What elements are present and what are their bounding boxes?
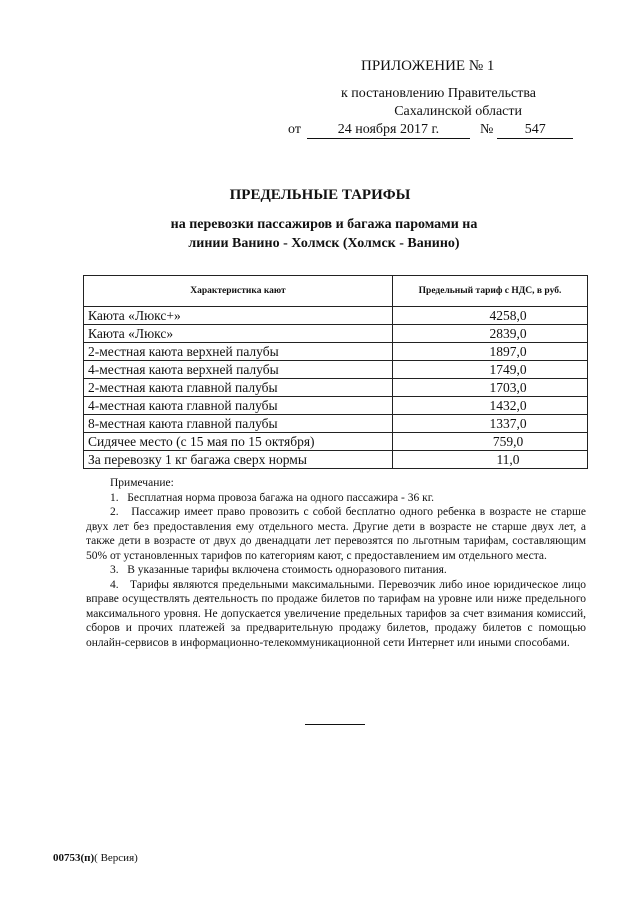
date-number-row: [288, 122, 573, 139]
tariff-value: 1432,0: [393, 397, 588, 415]
column-header-cabin: Характеристика кают: [84, 276, 393, 307]
table-row: [84, 307, 588, 325]
resolution-date: 24 ноября 2017 г.: [307, 122, 470, 139]
note-item: 3. В указанные тарифы включена стоимость одноразового питания.: [110, 564, 447, 576]
table-row: [84, 451, 588, 469]
notes-section: [86, 476, 586, 650]
document-code: 00753(п): [53, 852, 95, 864]
notes-heading: Примечание:: [110, 477, 174, 489]
note-item: 1. Бесплатная норма провоза багажа на одного пассажира - 36 кг.: [110, 491, 434, 504]
cabin-name: 2-местная каюта верхней палубы: [84, 343, 393, 361]
footer-code: [53, 852, 138, 864]
cabin-name: 4-местная каюта главной палубы: [84, 397, 393, 415]
table-row: [84, 397, 588, 415]
table-row: [84, 379, 588, 397]
tariff-value: 1337,0: [393, 415, 588, 433]
tariff-value: 1703,0: [393, 379, 588, 397]
note-item: 4. Тарифы являются предельными максимальными. Перевозчик либо иное юридическое лицо вправе осуществлять деятельность по продаже билетов по тарифам на уровне или ниже предельного максимального уровня. Не допускается увеличение предельных тарифов за счет взимания комиссий, сборов и прочих платежей за предварительную продажу билетов, продажу билетов с помощью онлайн-сервисов в информационно-телекоммуникационной сети Интернет или иными способами.: [86, 578, 586, 649]
tariff-value: 4258,0: [393, 307, 588, 325]
tariff-value: 1897,0: [393, 343, 588, 361]
document-subtitle-line2: линии Ванино - Холмск (Холмск - Ванино): [188, 236, 460, 251]
tariff-value: 11,0: [393, 451, 588, 469]
tariff-value: 2839,0: [393, 325, 588, 343]
end-divider: [305, 724, 365, 725]
cabin-name: Каюта «Люкс+»: [84, 307, 393, 325]
version-label: ( Версия): [94, 852, 138, 864]
cabin-name: Каюта «Люкс»: [84, 325, 393, 343]
number-label: №: [479, 122, 494, 137]
cabin-name: 8-местная каюта главной палубы: [84, 415, 393, 433]
table-header-row: [84, 276, 588, 307]
tariff-table: [83, 275, 588, 469]
resolution-number: 547: [497, 122, 573, 139]
region-line: Сахалинской области: [394, 104, 522, 119]
cabin-name: Сидячее место (с 15 мая по 15 октября): [84, 433, 393, 451]
note-item: 2. Пассажир имеет право провозить с собой бесплатно одного ребенка в возрасте не старше двух лет без предоставления ему отдельного места. Другие дети в возрасте не старше двух лет, а также дети в возрасте от двух до двенадцати лет перевозятся по льготным тарифам, составляющим 50% от установленных тарифов по категориям кают, с предоставлением им отдельного места.: [86, 506, 586, 562]
cabin-name: 2-местная каюта главной палубы: [84, 379, 393, 397]
tariff-value: 1749,0: [393, 361, 588, 379]
table-row: [84, 343, 588, 361]
resolution-line: к постановлению Правительства: [340, 86, 536, 101]
document-title: ПРЕДЕЛЬНЫЕ ТАРИФЫ: [229, 187, 411, 203]
document-subtitle-line1: на перевозки пассажиров и багажа паромами на: [170, 217, 478, 232]
table-row: [84, 415, 588, 433]
cabin-name: За перевозку 1 кг багажа сверх нормы: [84, 451, 393, 469]
tariff-value: 759,0: [393, 433, 588, 451]
from-label: от: [288, 122, 301, 137]
cabin-name: 4-местная каюта верхней палубы: [84, 361, 393, 379]
table-row: [84, 361, 588, 379]
table-row: [84, 433, 588, 451]
column-header-tariff: Предельный тариф с НДС, в руб.: [393, 276, 588, 307]
table-row: [84, 325, 588, 343]
appendix-heading: ПРИЛОЖЕНИЕ № 1: [361, 58, 495, 74]
